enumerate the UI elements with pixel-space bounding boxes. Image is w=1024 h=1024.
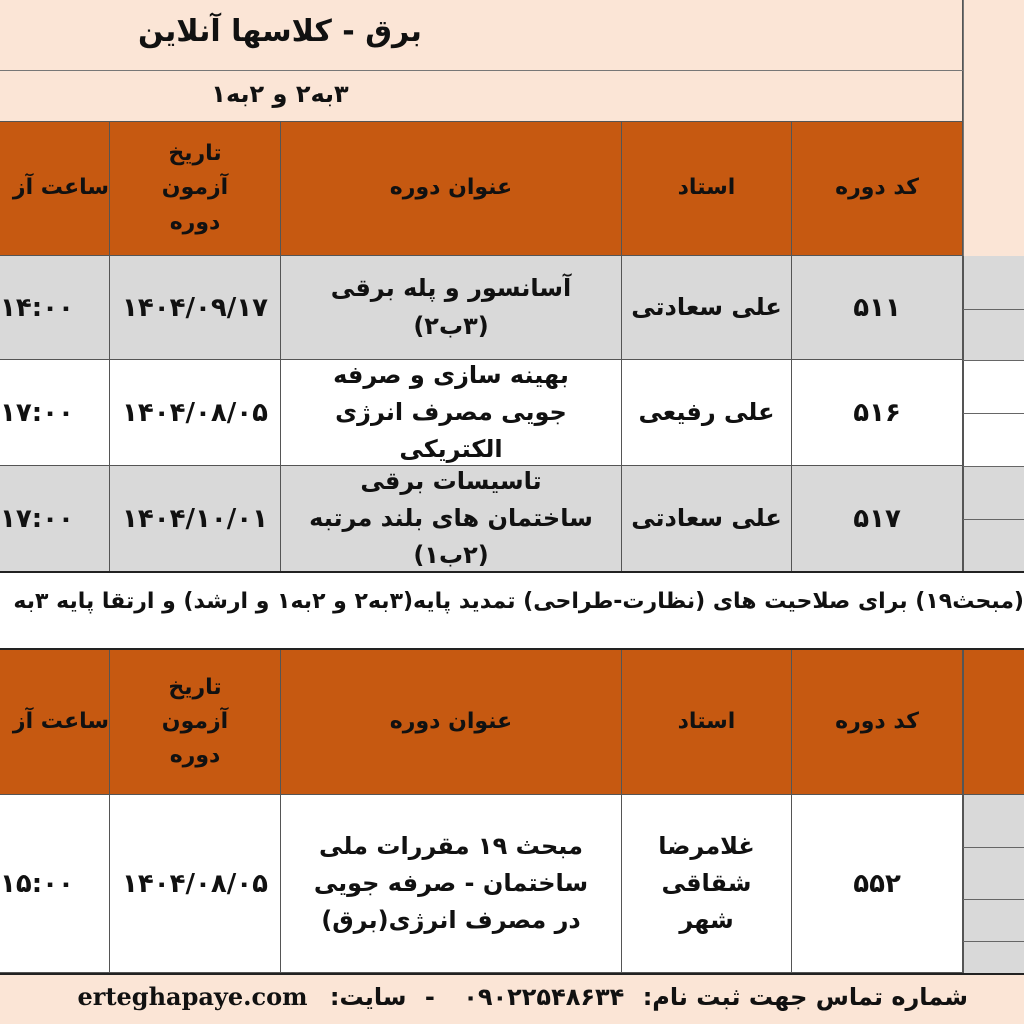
course-title: مبحث ۱۹ مقررات ملی ساختمان - صرفه جویی در مصرف انرژی(برق)	[281, 795, 622, 973]
grid-line	[963, 847, 1024, 848]
header-exam-date: تاریخ آزمون دوره	[110, 122, 281, 256]
title-divider	[0, 70, 963, 71]
exam-time: ۱۷:۰۰	[0, 466, 110, 572]
header-code: کد دوره	[792, 122, 963, 256]
course-code: ۵۱۷	[792, 466, 963, 572]
teacher-name: علی سعادتی	[622, 256, 792, 360]
course-title: بهینه سازی و صرفه جویی مصرف انرژی الکتریکی	[281, 360, 622, 466]
header-teacher: استاد	[622, 122, 792, 256]
grid-line	[963, 519, 1024, 520]
site-label: سایت:	[329, 983, 407, 1011]
page-subtitle: ۳به۲ و ۲به۱	[211, 80, 349, 108]
exam-time: ۱۴:۰۰	[0, 256, 110, 360]
grid-line	[963, 413, 1024, 414]
header-exam-date: تاریخ آزمون دوره	[110, 650, 281, 795]
exam-date: ۱۴۰۴/۰۹/۱۷	[110, 256, 281, 360]
exam-time: ۱۵:۰۰	[0, 795, 110, 973]
exam-date: ۱۴۰۴/۰۸/۰۵	[110, 795, 281, 973]
exam-date: ۱۴۰۴/۱۰/۰۱	[110, 466, 281, 572]
course-code: ۵۱۶	[792, 360, 963, 466]
course-code: ۵۵۲	[792, 795, 963, 973]
header-teacher: استاد	[622, 650, 792, 795]
teacher-name: غلامرضا شقاقی شهر	[622, 795, 792, 973]
footer-separator: -	[424, 983, 435, 1011]
grid-line	[963, 466, 1024, 467]
teacher-name: علی رفیعی	[622, 360, 792, 466]
grid-line	[963, 941, 1024, 942]
header-course: عنوان دوره	[281, 650, 622, 795]
header-code: کد دوره	[792, 650, 963, 795]
header-exam-time: ساعت آز	[0, 122, 110, 256]
course-title: تاسیسات برقی ساختمان های بلند مرتبه (۲ب۱)	[281, 466, 622, 572]
note-text: (مبحث۱۹) برای صلاحیت های (نظارت-طراحی) تمدید پایه(۳به۲ و ۲به۱ و ارشد) و ارتقا پایه ۳به	[13, 589, 1024, 614]
exam-time: ۱۷:۰۰	[0, 360, 110, 466]
table1-bottom-border	[0, 571, 1024, 573]
exam-date: ۱۴۰۴/۰۸/۰۵	[110, 360, 281, 466]
grid-line	[963, 899, 1024, 900]
phone-number[interactable]: ۰۹۰۲۲۵۴۸۶۳۴	[463, 983, 625, 1011]
header-course: عنوان دوره	[281, 122, 622, 256]
phone-label: شماره تماس جهت ثبت نام:	[642, 983, 968, 1011]
footer-contact	[78, 982, 968, 1011]
right-column-table2	[963, 795, 1024, 973]
site-link[interactable]: erteghapaye.com	[77, 982, 308, 1011]
right-column-peach	[963, 0, 1024, 256]
header-exam-time: ساعت آز	[0, 650, 110, 795]
page-title: برق - کلاسها آنلاین	[138, 14, 422, 49]
grid-line	[963, 309, 1024, 310]
course-code: ۵۱۱	[792, 256, 963, 360]
teacher-name: علی سعادتی	[622, 466, 792, 572]
course-title: آسانسور و پله برقی (۳ب۲)	[281, 256, 622, 360]
right-column-header2	[963, 650, 1024, 795]
